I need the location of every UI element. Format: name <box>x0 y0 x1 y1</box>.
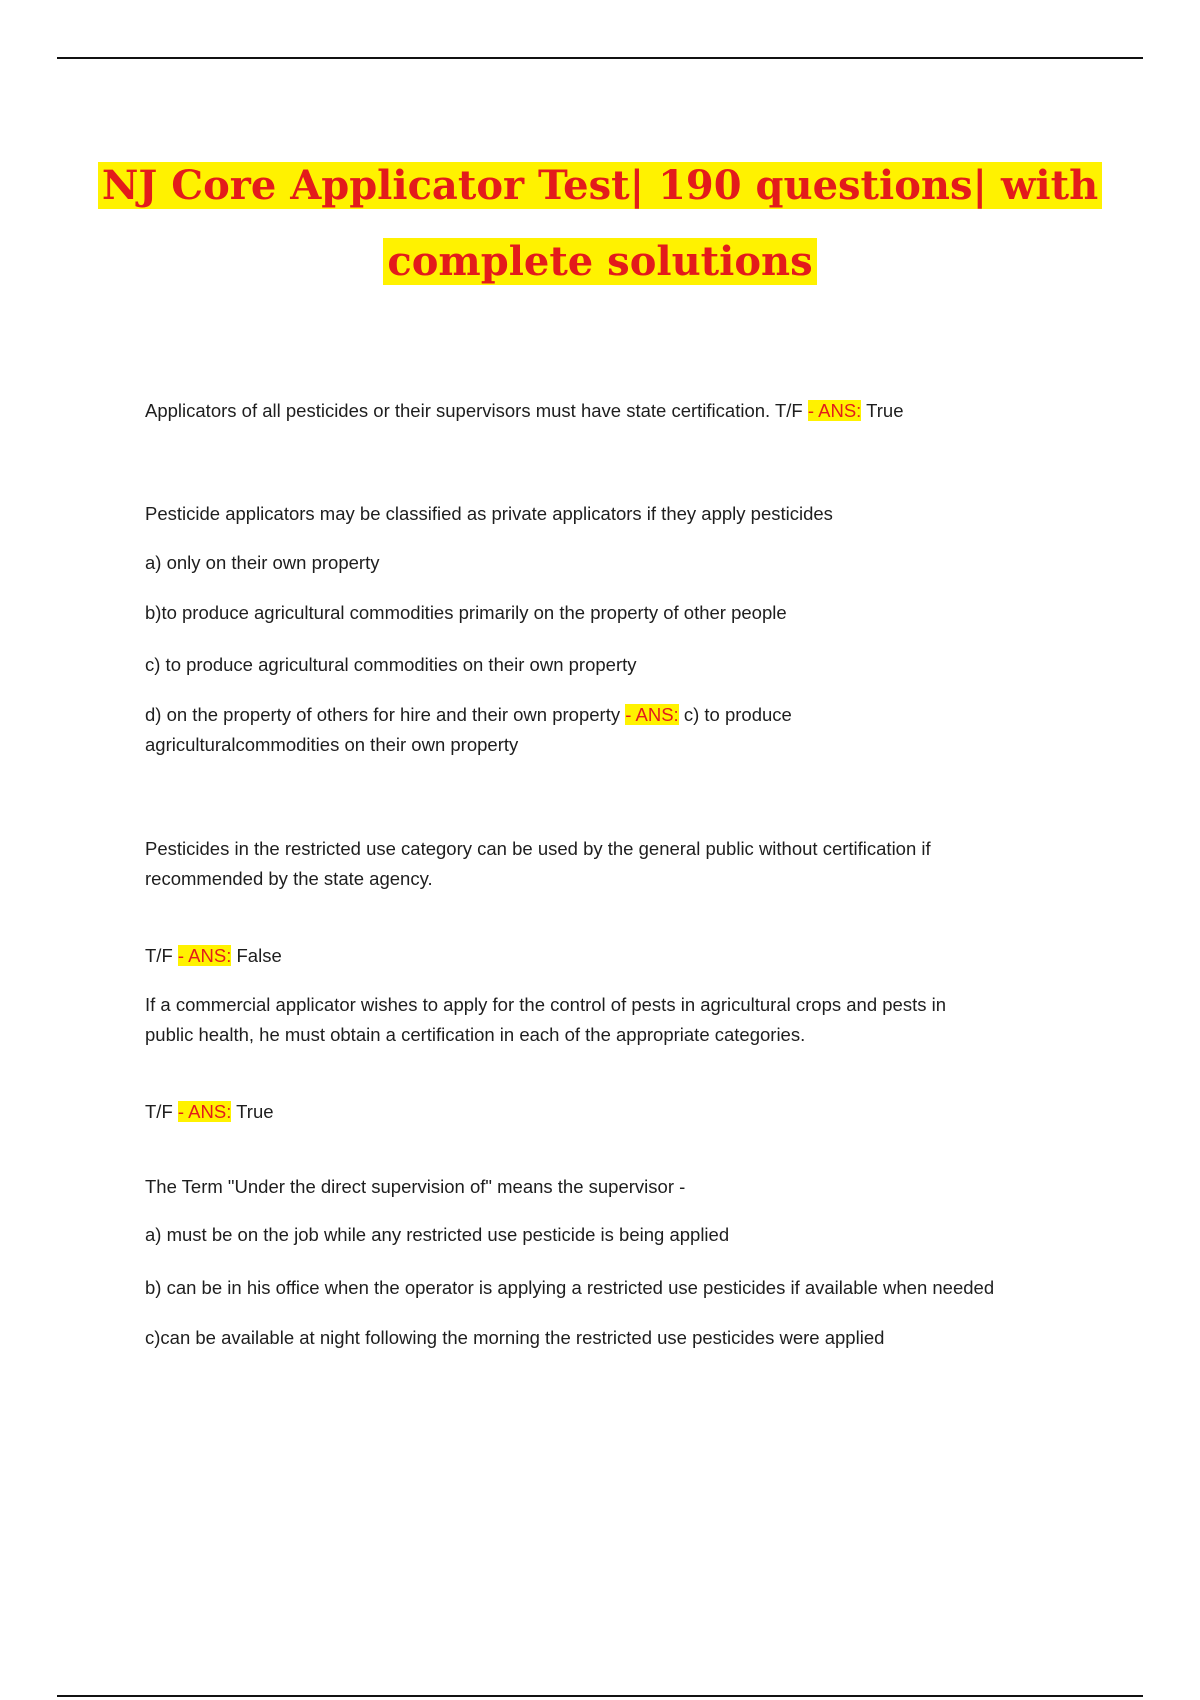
question-3-line-1: Pesticides in the restricted use category can be used by the general public without certification if <box>145 838 931 859</box>
question-5-option-b: b) can be in his office when the operator is applying a restricted use pesticides if available when needed <box>145 1277 995 1298</box>
question-3-answer-line <box>145 941 1105 971</box>
question-2-option-d <box>145 700 1105 760</box>
question-1 <box>145 396 1105 426</box>
top-rule <box>57 57 1143 59</box>
question-3-stem <box>145 834 1105 894</box>
question-2-answer-part-2: agriculturalcommodities on their own property <box>145 734 519 755</box>
question-5-option-a: a) must be on the job while any restricted use pesticide is being applied <box>145 1224 730 1245</box>
ans-label: - ANS: <box>625 704 679 725</box>
question-5-stem: The Term "Under the direct supervision of" means the supervisor - <box>145 1176 686 1197</box>
title-line-2: complete solutions <box>383 238 816 285</box>
question-4-line-2: public health, he must obtain a certification in each of the appropriate categories. <box>145 1024 806 1045</box>
question-1-answer: True <box>866 400 904 421</box>
question-4-line-1: If a commercial applicator wishes to apply for the control of pests in agricultural crops and pests in <box>145 994 947 1015</box>
question-2-stem: Pesticide applicators may be classified as private applicators if they apply pesticides <box>145 503 833 524</box>
document-title <box>60 148 1140 300</box>
question-2-option-c: c) to produce agricultural commodities on their own property <box>145 654 637 675</box>
question-4-answer-line <box>145 1097 1105 1127</box>
question-3-line-2: recommended by the state agency. <box>145 868 433 889</box>
question-2-option-b: b)to produce agricultural commodities primarily on the property of other people <box>145 602 787 623</box>
question-5-option-c: c)can be available at night following the morning the restricted use pesticides were applied <box>145 1327 885 1348</box>
bottom-rule <box>57 1695 1143 1697</box>
question-2-option-a: a) only on their own property <box>145 552 380 573</box>
question-2-option-d-text: d) on the property of others for hire and their own property <box>145 704 621 725</box>
question-4-tf: T/F <box>145 1101 173 1122</box>
ans-label: - ANS: <box>177 1101 232 1122</box>
ans-label: - ANS: <box>177 945 232 966</box>
ans-label: - ANS: <box>807 400 862 421</box>
question-1-text: Applicators of all pesticides or their supervisors must have state certification. T/F <box>145 400 803 421</box>
title-line-1: NJ Core Applicator Test| 190 questions| with <box>98 162 1102 209</box>
question-3-answer: False <box>236 945 282 966</box>
question-4-answer: True <box>236 1101 274 1122</box>
question-2-answer-part-1: c) to produce <box>683 704 792 725</box>
question-4-stem <box>145 990 1105 1050</box>
question-3-tf: T/F <box>145 945 173 966</box>
